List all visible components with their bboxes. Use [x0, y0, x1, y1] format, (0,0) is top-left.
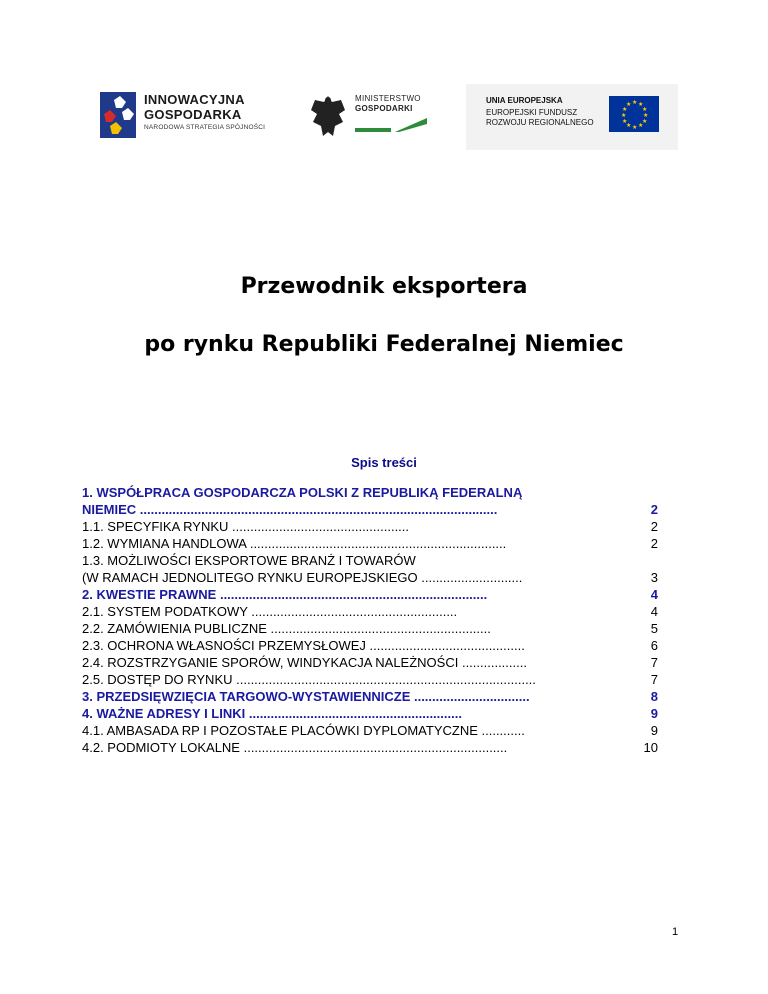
- toc-entry-text: 4. WAŻNE ADRESY I LINKI ...........................................................: [82, 706, 462, 721]
- toc-entry-page: 2: [650, 536, 658, 551]
- toc-entry[interactable]: [82, 722, 658, 739]
- svg-text:★: ★: [642, 118, 648, 125]
- svg-text:★: ★: [632, 124, 638, 131]
- eagle-emblem-icon: [305, 92, 351, 144]
- ig-title-line1: INNOWACYJNA: [144, 92, 245, 107]
- toc-entry-page: 6: [650, 638, 658, 653]
- mg-line2: GOSPODARKI: [355, 104, 413, 113]
- svg-text:★: ★: [643, 112, 649, 119]
- toc-entry-page: 7: [650, 655, 658, 670]
- toc-entry-text: 2.1. SYSTEM PODATKOWY .........................................................: [82, 604, 458, 619]
- toc-entry[interactable]: [82, 501, 658, 518]
- green-stripe-icon: [355, 118, 427, 132]
- toc-entry-page: 2: [650, 502, 658, 517]
- toc-entry-page: 3: [650, 570, 658, 585]
- toc-entry[interactable]: [82, 484, 658, 501]
- toc-entry-page: 10: [643, 740, 658, 755]
- toc-entry-text: 1.2. WYMIANA HANDLOWA .......................................................................: [82, 536, 507, 551]
- toc-entry-page: 9: [650, 723, 658, 738]
- svg-text:★: ★: [626, 101, 632, 108]
- toc-entry-page: 9: [650, 706, 658, 721]
- toc-entry[interactable]: [82, 637, 658, 654]
- toc-entry[interactable]: [82, 671, 658, 688]
- toc-entry-text: NIEMIEC ...................................................................................................: [82, 502, 498, 517]
- toc-entry-text: 3. PRZEDSIĘWZIĘCIA TARGOWO-WYSTAWIENNICZE ................................: [82, 689, 530, 704]
- logo-bar: [0, 84, 768, 150]
- toc-entry-text: 2.5. DOSTĘP DO RYNKU ...................................................................................: [82, 672, 536, 687]
- svg-text:★: ★: [638, 101, 644, 108]
- svg-text:★: ★: [621, 112, 627, 119]
- toc-entry[interactable]: [82, 518, 658, 535]
- toc-entry-text: 4.2. PODMIOTY LOKALNE .........................................................................: [82, 740, 508, 755]
- toc-entry[interactable]: [82, 535, 658, 552]
- toc-entry-page: 7: [650, 672, 658, 687]
- svg-text:★: ★: [638, 122, 644, 129]
- ig-subtitle: NARODOWA STRATEGIA SPÓJNOŚCI: [144, 124, 266, 131]
- toc-entry[interactable]: [82, 620, 658, 637]
- toc-entry-page: 5: [650, 621, 658, 636]
- ue-line2: EUROPEJSKI FUNDUSZ: [486, 108, 578, 117]
- svg-text:★: ★: [632, 99, 638, 106]
- document-title: Przewodnik eksportera: [240, 274, 528, 299]
- toc-entry[interactable]: [82, 569, 658, 586]
- eu-flag-icon: [609, 96, 659, 132]
- toc-heading: Spis treści: [351, 455, 417, 470]
- toc-entry-text: 2.4. ROZSTRZYGANIE SPORÓW, WINDYKACJA NALEŻNOŚCI ..................: [82, 655, 527, 670]
- ig-title: [144, 92, 245, 122]
- toc-entry-text: 1.3. MOŻLIWOŚCI EKSPORTOWE BRANŻ I TOWARÓW: [82, 553, 416, 568]
- svg-text:★: ★: [626, 122, 632, 129]
- toc-entry[interactable]: [82, 654, 658, 671]
- innowacyjna-gospodarka-logo: [96, 90, 276, 144]
- toc-entry-page: 4: [650, 604, 658, 619]
- toc-entry[interactable]: [82, 586, 658, 603]
- ig-title-line2: GOSPODARKA: [144, 107, 242, 122]
- page-number: 1: [672, 926, 679, 938]
- toc-entry-text: 1. WSPÓŁPRACA GOSPODARCZA POLSKI Z REPUBLIKĄ FEDERALNĄ: [82, 485, 523, 500]
- toc-entry-page: 2: [650, 519, 658, 534]
- star-emblem-icon: [96, 90, 140, 144]
- table-of-contents: [82, 484, 658, 756]
- toc-entry-page: 8: [650, 689, 658, 704]
- toc-entry-text: 1.1. SPECYFIKA RYNKU .................................................: [82, 519, 410, 534]
- toc-entry[interactable]: [82, 705, 658, 722]
- ue-efrr-logo: [466, 84, 678, 150]
- toc-entry[interactable]: [82, 603, 658, 620]
- toc-entry-text: 2.2. ZAMÓWIENIA PUBLICZNE .............................................................: [82, 621, 491, 636]
- toc-entry-page: 4: [650, 587, 658, 602]
- document-subtitle: po rynku Republiki Federalnej Niemiec: [144, 332, 624, 357]
- toc-entry-text: 4.1. AMBASADA RP I POZOSTAŁE PLACÓWKI DYPLOMATYCZNE ............: [82, 723, 525, 738]
- svg-text:★: ★: [622, 118, 628, 125]
- toc-entry[interactable]: [82, 739, 658, 756]
- ue-line3: ROZWOJU REGIONALNEGO: [486, 118, 594, 127]
- toc-entry-text: 2. KWESTIE PRAWNE ..........................................................................: [82, 587, 488, 602]
- ministerstwo-gospodarki-logo: [305, 92, 430, 144]
- toc-entry-text: (W RAMACH JEDNOLITEGO RYNKU EUROPEJSKIEGO ............................: [82, 570, 523, 585]
- ue-line1: UNIA EUROPEJSKA: [486, 96, 563, 105]
- svg-text:★: ★: [642, 106, 648, 113]
- toc-entry-text: 2.3. OCHRONA WŁASNOŚCI PRZEMYSŁOWEJ ...........................................: [82, 638, 525, 653]
- mg-line1: MINISTERSTWO: [355, 94, 421, 103]
- toc-entry[interactable]: [82, 552, 658, 569]
- svg-text:★: ★: [622, 106, 628, 113]
- toc-entry[interactable]: [82, 688, 658, 705]
